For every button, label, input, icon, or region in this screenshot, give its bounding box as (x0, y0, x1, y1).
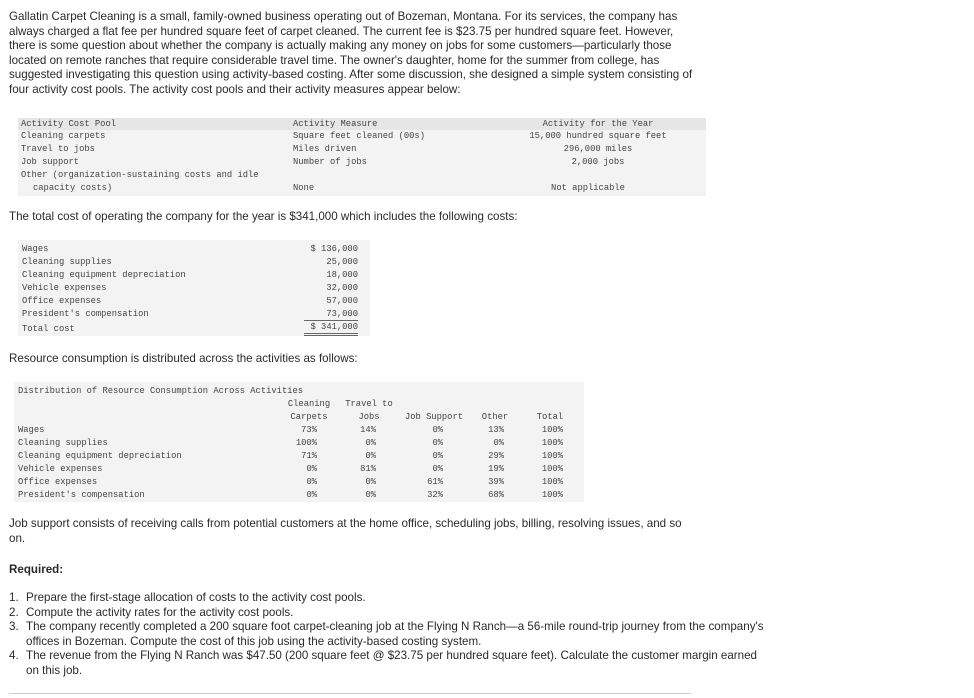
pool-job-support: Job support (21, 157, 80, 167)
question-number: 4. (9, 649, 19, 663)
cell-travel: 14% (360, 425, 376, 435)
col-travel-line1: Travel to (345, 399, 393, 409)
activity-travel: 296,000 miles (563, 144, 633, 154)
cost-label-vehicle-expenses: Vehicle expenses (22, 283, 107, 293)
activity-cleaning: 15,000 hundred square feet (529, 131, 667, 141)
cell-other: 19% (488, 464, 504, 474)
bottom-divider (9, 693, 691, 694)
cell-travel: 0% (365, 451, 376, 461)
question-number: 1. (9, 591, 19, 604)
cell-job-support: 0% (432, 451, 443, 461)
cell-other: 0% (493, 438, 504, 448)
cost-value-cleaning-supplies: 25,000 (326, 257, 358, 267)
cost-label-president-compensation: President's compensation (22, 309, 149, 319)
cost-value-office-expenses: 57,000 (326, 296, 358, 306)
measure-number-of-jobs: Number of jobs (293, 157, 367, 167)
header-activity-cost-pool: Activity Cost Pool (21, 119, 117, 129)
pool-travel-to-jobs: Travel to jobs (21, 144, 95, 154)
list-item (9, 620, 764, 649)
cost-label-wages: Wages (22, 244, 49, 254)
col-cleaning-line1: Cleaning (287, 399, 331, 409)
cost-value-total: $ 341,000 (304, 321, 358, 336)
cost-value-president-compensation: 73,000 (304, 308, 358, 321)
cell-travel: 81% (360, 464, 376, 474)
cell-cleaning: 0% (306, 464, 317, 474)
cell-total: 100% (541, 451, 563, 461)
question-text: Prepare the first-stage allocation of costs to the activity cost pools. (26, 591, 366, 604)
activity-jobs: 2,000 jobs (571, 157, 625, 167)
pool-other-line1: Other (organization-sustaining costs and idle (21, 170, 259, 180)
cell-total: 100% (541, 477, 563, 487)
question-number: 2. (9, 605, 19, 619)
header-activity-for-year: Activity for the Year (542, 119, 654, 129)
question-number: 3. (9, 620, 19, 634)
list-item (9, 606, 769, 621)
cell-travel: 0% (365, 490, 376, 500)
cell-travel: 0% (365, 438, 376, 448)
cost-label-total: Total cost (22, 324, 75, 334)
cost-value-equipment-depreciation: 18,000 (326, 270, 358, 280)
col-other: Other (481, 412, 509, 422)
total-cost-sentence: The total cost of operating the company for the year is $341,000 which includes the following costs: (9, 210, 518, 223)
cost-table (18, 240, 370, 336)
list-item (9, 591, 769, 606)
question-list (9, 591, 769, 679)
cell-total: 100% (541, 438, 563, 448)
row-label: President's compensation (18, 490, 145, 500)
cost-label-office-expenses: Office expenses (22, 296, 102, 306)
question-text: The company recently completed a 200 square foot carpet-cleaning job at the Flying N Ranch—a 56-mile round-trip journey from the company's offices in Bozeman. Compute the cost of this job using the activity-based costing system. (26, 620, 764, 648)
activity-not-applicable: Not applicable (551, 183, 625, 193)
row-label: Office expenses (18, 477, 98, 487)
resource-sentence: Resource consumption is distributed across the activities as follows: (9, 352, 358, 365)
cell-job-support: 0% (432, 464, 443, 474)
activity-table-header (18, 118, 706, 130)
question-text: The revenue from the Flying N Ranch was $47.50 (200 square feet @ $23.75 per hundred square feet). Calculate the customer margin earned on this job. (26, 649, 757, 677)
cell-job-support: 32% (427, 490, 443, 500)
distribution-title: Distribution of Resource Consumption Across Activities (18, 386, 304, 396)
cell-total: 100% (541, 425, 563, 435)
job-support-paragraph: Job support consists of receiving calls from potential customers at the home office, scheduling jobs, billing, resolving issues, and so on. (9, 517, 682, 545)
cell-other: 13% (488, 425, 504, 435)
cell-cleaning: 100% (295, 438, 317, 448)
row-label: Cleaning equipment depreciation (18, 451, 182, 461)
activity-table-body (18, 130, 706, 196)
row-label: Vehicle expenses (18, 464, 103, 474)
cell-cleaning: 0% (306, 490, 317, 500)
col-cleaning-line2: Carpets (290, 412, 328, 422)
cell-job-support: 0% (432, 425, 443, 435)
cost-value-vehicle-expenses: 32,000 (326, 283, 358, 293)
intro-paragraph: Gallatin Carpet Cleaning is a small, family-owned business operating out of Bozeman, Montana. For its services, the company has always charged a flat fee per hundred square feet of carpet cleaned. The current fee is $23.75 per hundred square feet. However, there is some question about whether the company is actually making any money on jobs for some customers—particularly those located on remote ranches that require considerable travel time. The owner's daughter, home for the summer from college, has suggested investigating this question using activity-based costing. After some discussion, she designed a simple system consisting of four activity cost pools. The activity cost pools and their activity measures appear below: (9, 10, 693, 96)
required-heading: Required: (9, 563, 64, 576)
col-total: Total (536, 412, 564, 422)
cost-label-equipment-depreciation: Cleaning equipment depreciation (22, 270, 186, 280)
cell-job-support: 61% (427, 477, 443, 487)
activity-table (18, 118, 706, 196)
cell-travel: 0% (365, 477, 376, 487)
distribution-table (14, 382, 584, 502)
pool-other-line2: capacity costs) (33, 183, 113, 193)
cell-cleaning: 0% (306, 477, 317, 487)
col-job-support: Job Support (404, 412, 464, 422)
measure-none: None (293, 183, 315, 193)
cell-other: 29% (488, 451, 504, 461)
cell-other: 68% (488, 490, 504, 500)
col-travel-line2: Jobs (358, 412, 380, 422)
question-text: Compute the activity rates for the activity cost pools. (26, 605, 294, 619)
header-activity-measure: Activity Measure (293, 119, 378, 129)
cell-cleaning: 71% (301, 451, 317, 461)
measure-miles-driven: Miles driven (293, 144, 357, 154)
cost-label-cleaning-supplies: Cleaning supplies (22, 257, 112, 267)
cell-total: 100% (541, 464, 563, 474)
cell-other: 39% (488, 477, 504, 487)
measure-square-feet: Square feet cleaned (00s) (293, 131, 425, 141)
row-label: Cleaning supplies (18, 438, 108, 448)
list-item (9, 649, 764, 678)
row-label: Wages (18, 425, 45, 435)
cell-total: 100% (541, 490, 563, 500)
cell-cleaning: 73% (301, 425, 317, 435)
cell-job-support: 0% (432, 438, 443, 448)
pool-cleaning-carpets: Cleaning carpets (21, 131, 106, 141)
cost-value-wages: $ 136,000 (310, 244, 358, 254)
